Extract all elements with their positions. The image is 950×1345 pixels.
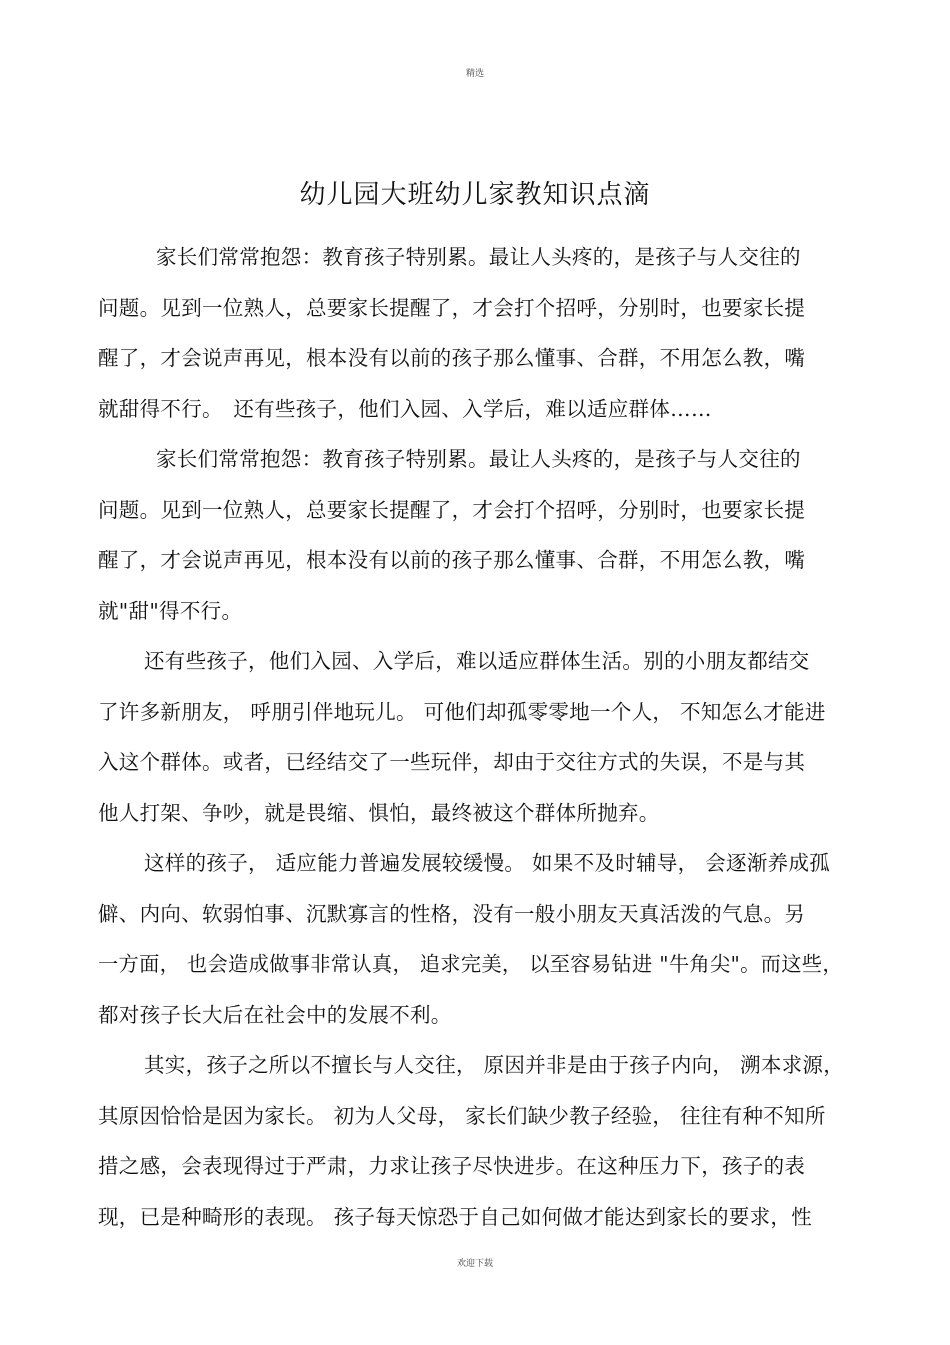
text-line: 醒了，才会说声再见，根本没有以前的孩子那么懂事、合群，不用怎么教，嘴 [98,346,806,370]
text-line: 现，已是种畸形的表现。 孩子每天惊恐于自己如何做才能达到家长的要求，性 [98,1204,813,1229]
text-line: 其原因恰恰是因为家长。 初为人父母， 家长们缺少教子经验， 往往有种不知所 [98,1103,826,1128]
text-line: 措之感，会表现得过于严肃，力求让孩子尽快进步。在这种压力下，孩子的表 [98,1154,806,1178]
text-line: 都对孩子长大后在社会中的发展不利。 [98,1002,452,1027]
text-line: 还有些孩子，他们入园、入学后，难以适应群体生活。别的小朋友都结交 [144,649,810,673]
text-line: 入这个群体。或者，已经结交了一些玩伴，却由于交往方式的失误，不是与其 [98,750,806,774]
text-line: 其实，孩子之所以不擅长与人交往， 原因并非是由于孩子内向， 溯本求源， [144,1053,845,1077]
text-line: 家长们常常抱怨：教育孩子特别累。最让人头疼的，是孩子与人交往的 [156,447,801,471]
text-line: 醒了，才会说声再见，根本没有以前的孩子那么懂事、合群，不用怎么教，嘴 [98,548,806,572]
text-line: 僻、内向、软弱怕事、沉默寡言的性格，没有一般小朋友天真活泼的气息。另 [98,901,806,926]
text-line: 就甜得不行。 还有些孩子，他们入园、入学后，难以适应群体…… [98,396,712,421]
document-body [98,232,843,1242]
text-line: 他人打架、争吵，就是畏缩、惧怕，最终被这个群体所抛弃。 [98,800,660,825]
text-line: 就"甜"得不行。 [98,598,243,623]
text-line: 家长们常常抱怨：教育孩子特别累。最让人头疼的，是孩子与人交往的 [156,245,801,269]
text-line: 问题。见到一位熟人，总要家长提醒了，才会打个招呼，分别时，也要家长提 [98,497,806,522]
text-line: 了许多新朋友， 呼朋引伴地玩儿。 可他们却孤零零地一个人， 不知怎么才能进 [98,699,826,724]
document-title: 幼儿园大班幼儿家教知识点滴 [299,180,651,210]
text-line: 一方面， 也会造成做事非常认真， 追求完美， 以至容易钻进 "牛角尖"。而这些， [98,952,843,976]
page-header: 精选 [465,69,484,79]
text-line: 这样的孩子， 适应能力普遍发展较缓慢。 如果不及时辅导， 会逐渐养成孤 [144,851,831,875]
page-footer: 欢迎下载 [456,1259,493,1269]
text-line: 问题。见到一位熟人，总要家长提醒了，才会打个招呼，分别时，也要家长提 [98,295,806,320]
